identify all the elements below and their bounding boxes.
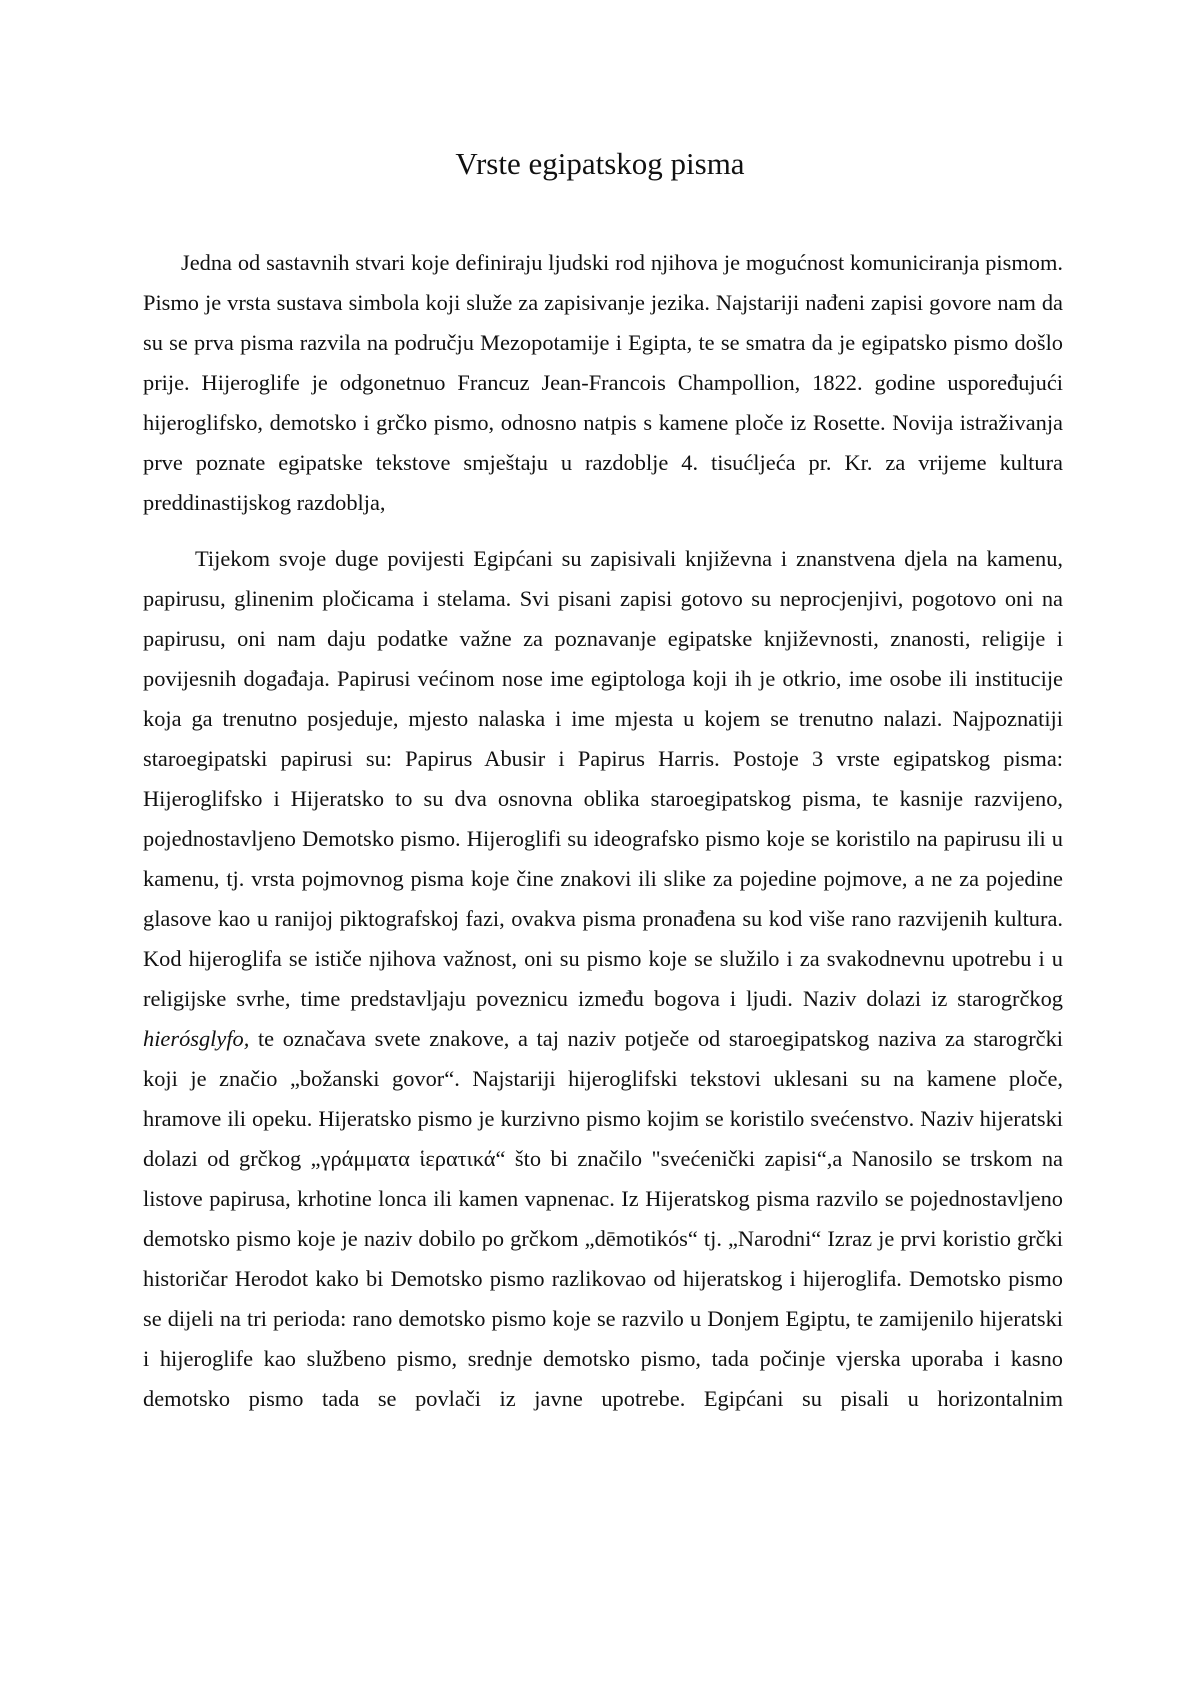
document-body: [143, 243, 1063, 1419]
paragraph-main: [143, 539, 1063, 1419]
paragraph-main-part1: Tijekom svoje duge povijesti Egipćani su zapisivali književna i znanstvena djela na kamenu, papirusu, glinenim pločicama i stelama. Svi pisani zapisi gotovo su neprocjenjivi, pogotovo oni na papirusu, oni nam daju podatke važne za poznavanje egipatske književnosti, znanosti, religije i povijesnih događaja. Papirusi većinom nose ime egiptologa koji ih je otkrio, ime osobe ili institucije koja ga trenutno posjeduje, mjesto nalaska i ime mjesta u kojem se trenutno nalazi. Najpoznatiji staroegipatski papirusi su: Papirus Abusir i Papirus Harris. Postoje 3 vrste egipatskog pisma: Hijeroglifsko i Hijeratsko to su dva osnovna oblika staroegipatskog pisma, te kasnije razvijeno, pojednostavljeno Demotsko pismo. Hijeroglifi su ideografsko pismo koje se koristilo na papirusu ili u kamenu, tj. vrsta pojmovnog pisma koje čine znakovi ili slike za pojedine pojmove, a ne za pojedine glasove kao u ranijoj piktografskoj fazi, ovakva pisma pronađena su kod više rano razvijenih kultura. Kod hijeroglifa se ističe njihova važnost, oni su pismo koje se služilo i za svakodnevnu upotrebu i u religijske svrhe, time predstavljaju poveznicu između bogova i ljudi. Naziv dolazi iz starogrčkog: [143, 546, 1063, 1011]
document-title: Vrste egipatskog pisma: [455, 146, 745, 181]
paragraph-main-part2: te označava svete znakove, a taj naziv potječe od staroegipatskog naziva za starogrčki koji je značio „božanski govor“. Najstariji hijeroglifski tekstovi uklesani su na kamene ploče, hramove ili opeku. Hijeratsko pismo je kurzivno pismo kojim se koristilo svećenstvo. Naziv hijeratski dolazi od grčkog „γράμματα ἱερατικά“ što bi značilo "svećenički zapisi“,a Nanosilo se trskom na listove papirusa, krhotine lonca ili kamen vapnenac. Iz Hijeratskog pisma razvilo se pojednostavljeno demotsko pismo koje je naziv dobilo po grčkom „dēmotikós“ tj. „Narodni“ Izraz je prvi koristio grčki historičar Herodot kako bi Demotsko pismo razlikovao od hijeratskog i hijeroglifa. Demotsko pismo se dijeli na tri perioda: rano demotsko pismo koje se razvilo u Donjem Egiptu, te zamijenilo hijeratski i hijeroglife kao službeno pismo, srednje demotsko pismo, tada počinje vjerska uporaba i kasno demotsko pismo tada se povlači iz javne upotrebe. Egipćani su pisali u horizontalnim: [143, 1026, 1063, 1411]
greek-term-italic: hierósglyfo,: [143, 1026, 250, 1051]
paragraph-intro: Jedna od sastavnih stvari koje definiraju ljudski rod njihova je mogućnost komuniciranja pismom. Pismo je vrsta sustava simbola koji služe za zapisivanje jezika. Najstariji nađeni zapisi govore nam da su se prva pisma razvila na području Mezopotamije i Egipta, te se smatra da je egipatsko pismo došlo prije. Hijeroglife je odgonetnuo Francuz Jean-Francois Champollion, 1822. godine uspoređujući hijeroglifsko, demotsko i grčko pismo, odnosno natpis s kamene ploče iz Rosette. Novija istraživanja prve poznate egipatske tekstove smještaju u razdoblje 4. tisućljeća pr. Kr. za vrijeme kultura preddinastijskog razdoblja,: [143, 250, 1063, 515]
